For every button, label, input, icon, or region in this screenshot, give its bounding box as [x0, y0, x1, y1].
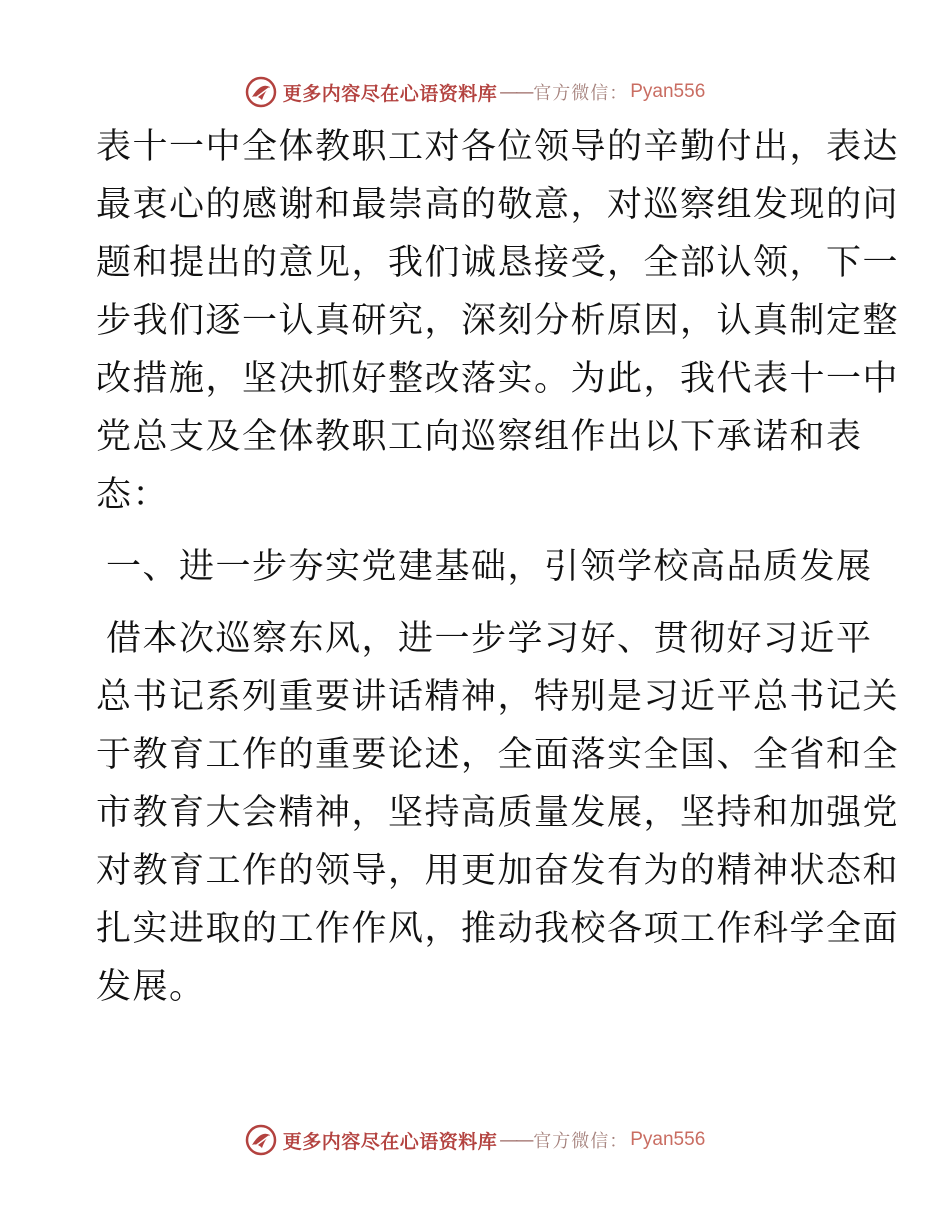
paragraph-section-1	[96, 610, 900, 1016]
text-line: 题和提出的意见，我们诚恳接受，全部认领，下一	[96, 243, 900, 283]
footer-dash: ——	[499, 1129, 532, 1151]
text-line: 市教育大会精神，坚持高质量发展，坚持和加强党	[96, 793, 900, 833]
footer-wechat-id: Pyan556	[630, 1129, 706, 1150]
text-line: 扎实进取的工作作风，推动我校各项工作科学全面	[96, 909, 900, 949]
text-line: 于教育工作的重要论述，全面落实全国、全省和全	[96, 735, 900, 775]
text-line: 总书记系列重要讲话精神，特别是习近平总书记关	[96, 677, 900, 717]
header-brand-text: 更多内容尽在心语资料库	[282, 82, 498, 105]
section-heading: 一、进一步夯实党建基础，引领学校高品质发展	[106, 547, 873, 587]
header-official-label: 官方微信：	[533, 83, 629, 104]
paragraph-intro	[96, 118, 900, 524]
text-line: 对教育工作的领导，用更加奋发有为的精神状态和	[96, 851, 900, 891]
header-wechat-id: Pyan556	[630, 81, 706, 102]
book-leaf-logo-icon	[245, 76, 277, 108]
document-body	[96, 118, 900, 1016]
text-line: 党总支及全体教职工向巡察组作出以下承诺和表	[96, 417, 863, 457]
text-line: 改措施，坚决抓好整改落实。为此，我代表十一中	[96, 359, 900, 399]
header-watermark	[0, 72, 950, 112]
text-line: 最衷心的感谢和最崇高的敬意，对巡察组发现的问	[96, 185, 900, 225]
text-line: 步我们逐一认真研究，深刻分析原因，认真制定整	[96, 301, 900, 341]
book-leaf-logo-icon	[245, 1124, 277, 1156]
text-line: 态：	[96, 475, 170, 515]
text-line: 发展。	[96, 967, 206, 1007]
footer-watermark	[0, 1120, 950, 1160]
text-line: 借本次巡察东风，进一步学习好、贯彻好习近平	[106, 619, 873, 659]
footer-brand-text: 更多内容尽在心语资料库	[282, 1130, 498, 1153]
header-dash: ——	[499, 81, 532, 103]
footer-official-label: 官方微信：	[533, 1131, 629, 1152]
text-line: 表十一中全体教职工对各位领导的辛勤付出，表达	[96, 127, 900, 167]
